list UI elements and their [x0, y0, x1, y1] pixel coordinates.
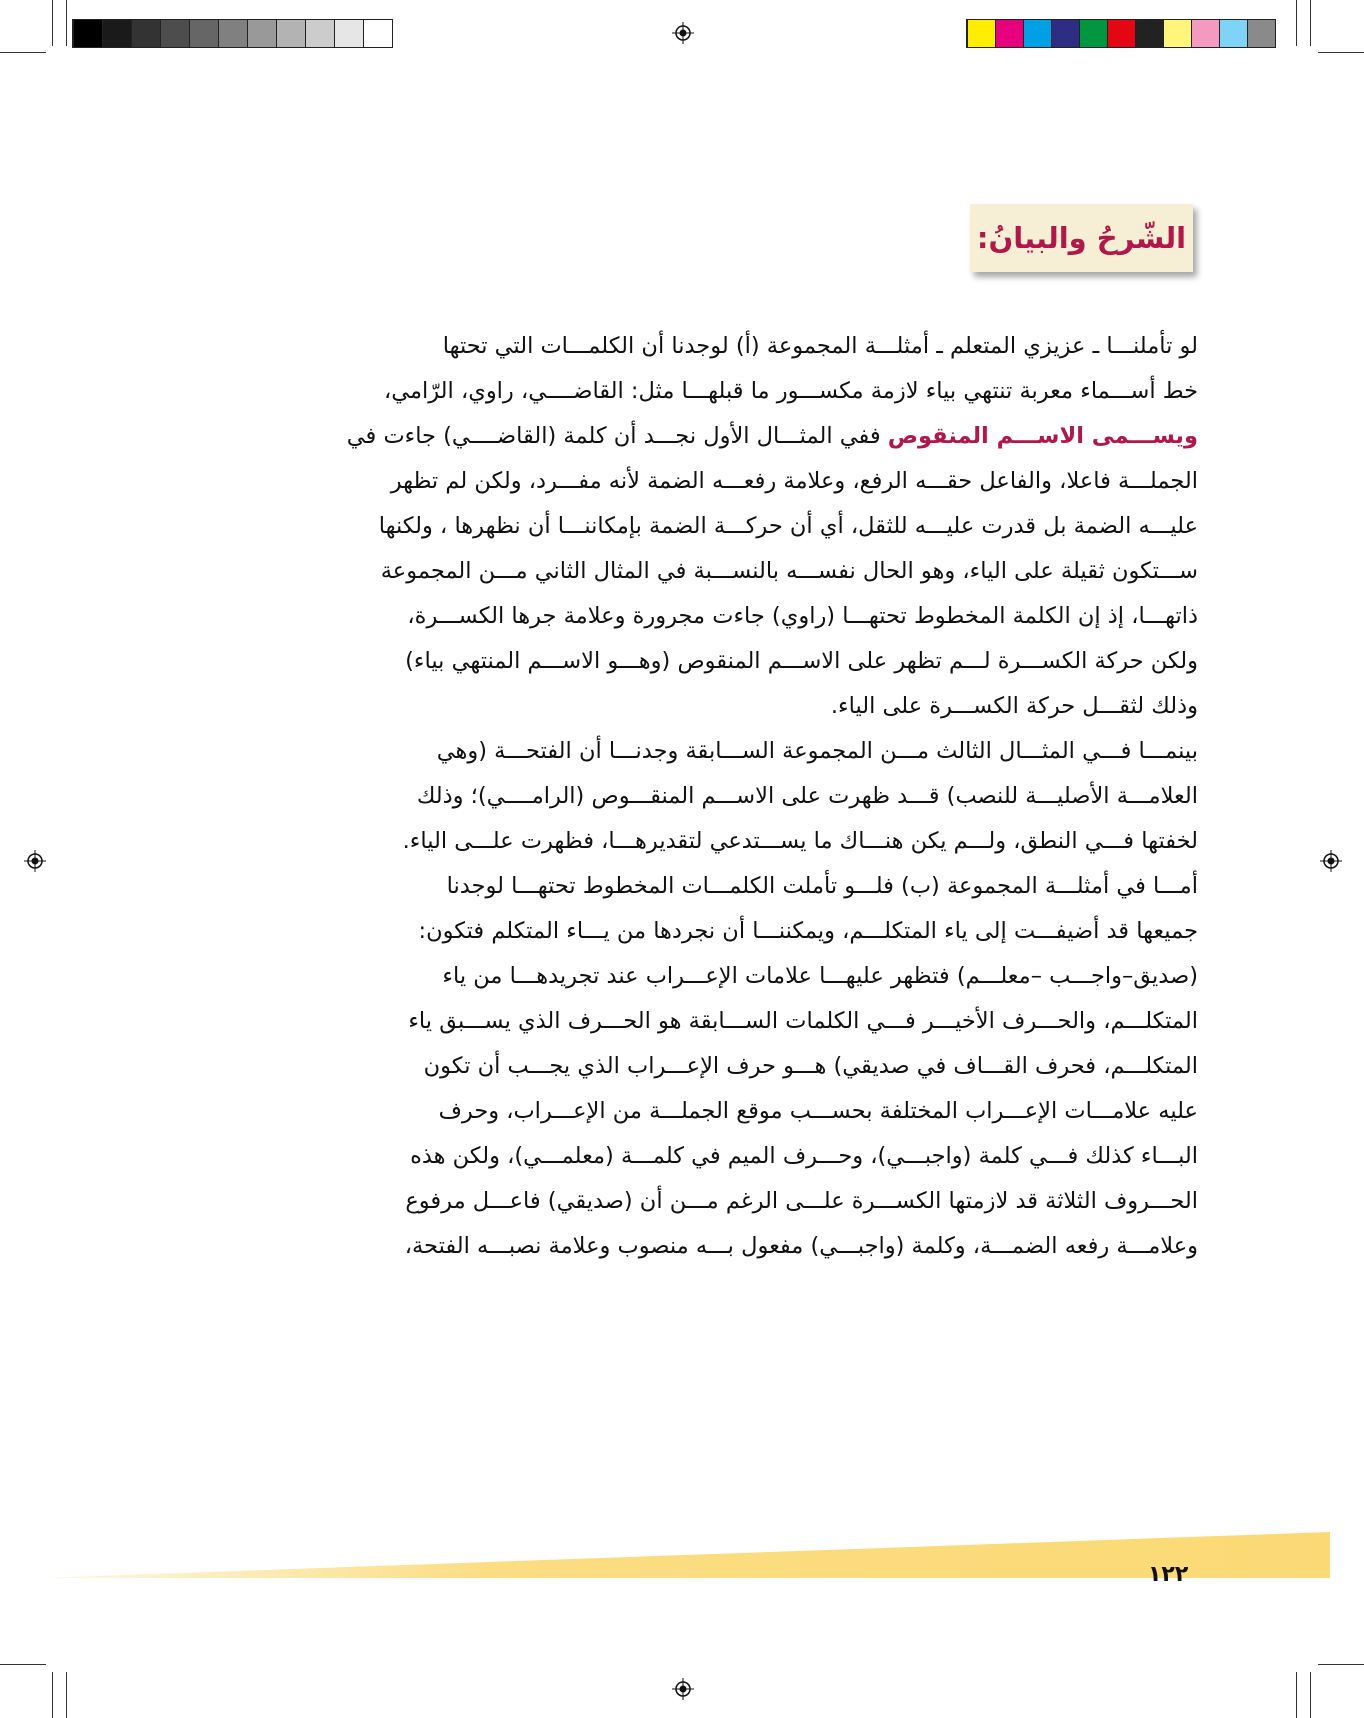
paragraph: [196, 729, 1198, 864]
color-swatch: [1247, 20, 1275, 47]
color-swatch: [131, 20, 160, 47]
body-text: [196, 324, 1198, 1269]
page-number: ١٢٢: [1148, 1562, 1189, 1587]
color-swatch: [1023, 20, 1051, 47]
text-line: بينمـــا فـــي المثـــال الثالث مـــن المجموعة الســـابقة وجدنـــا أن الفتحـــة (وهي: [436, 738, 1198, 764]
crop-mark: [0, 52, 46, 53]
crop-mark: [0, 1664, 46, 1665]
registration-mark-icon: [24, 850, 46, 872]
section-title: الشّرحُ والبيانُ:: [976, 221, 1187, 255]
color-swatch: [1163, 20, 1191, 47]
text-line: وعلامـــة رفعه الضمـــة، وكلمة (واجبـــي) مفعول بـــه منصوب وعلامة نصبـــه الفتحة،: [404, 1233, 1198, 1259]
color-swatch: [1135, 20, 1163, 47]
text-line: (صديق–واجـــب –معلـــم) فتظهر عليهـــا علامات الإعـــراب عند تجريدهـــا من ياء: [442, 963, 1198, 989]
text-line: أمـــا في أمثلـــة المجموعة (ب) فلـــو تأملت الكلمـــات المخطوط تحتهـــا لوجدنا: [446, 873, 1198, 899]
text-line: ولكن حركة الكســـرة لـــم تظهر على الاســـم المنقوص (وهـــو الاســـم المنتهي بياء): [405, 648, 1198, 674]
color-swatch: [1219, 20, 1247, 47]
color-swatch: [334, 20, 363, 47]
text-line: البـــاء كذلك فـــي كلمة (واجبـــي)، وحـــرف الميم في كلمـــة (معلمـــي)، ولكن هذه: [410, 1143, 1198, 1169]
bleed-mark: [66, 0, 67, 46]
bleed-mark: [1296, 1672, 1297, 1718]
color-swatch: [1191, 20, 1219, 47]
color-swatch: [189, 20, 218, 47]
crop-mark: [1318, 52, 1364, 53]
paragraph: [196, 864, 1198, 1269]
text-line: وذلك لثقـــل حركة الكســـرة على الياء.: [830, 693, 1198, 719]
text-line: الجملـــة فاعلا، والفاعل حقـــه الرفع، وعلامة رفعـــه الضمة لأنه مفـــرد، ولكن لم تظهر: [390, 468, 1198, 494]
text-line: الحـــروف الثلاثة قد لازمتها الكســـرة علـــى الرغم مـــن أن (صديقي) فاعـــل مرفوع: [405, 1188, 1198, 1214]
text-line: عليـــه الضمة بل قدرت عليـــه للثقل، أي أن حركـــة الضمة بإمكاننـــا أن نظهرها ، ولكنها: [378, 513, 1198, 539]
text-line: لو تأملنـــا ـ عزيزي المتعلم ـ أمثلـــة المجموعة (أ) لوجدنا أن الكلمـــات التي تحتها: [442, 333, 1198, 359]
color-calibration-bar: [966, 19, 1276, 48]
grayscale-calibration-bar: [72, 19, 393, 48]
text-line: خط أســـماء معربة تنتهي بياء لازمة مكســـور ما قبلهـــا مثل: القاضــــي، راوي، الرّامي،: [383, 378, 1198, 404]
color-swatch: [102, 20, 131, 47]
text-line: ســـتكون ثقيلة على الياء، وهو الحال نفســـه بالنســـبة في المثال الثاني مـــن المجموعة: [380, 558, 1198, 584]
color-swatch: [995, 20, 1023, 47]
text-line: لخفتها فـــي النطق، ولـــم يكن هنـــاك ما يســـتدعي لتقديرهـــا، فظهرت علـــى الياء.: [402, 828, 1198, 854]
color-swatch: [1079, 20, 1107, 47]
color-swatch: [1051, 20, 1079, 47]
color-swatch: [247, 20, 276, 47]
color-swatch: [363, 20, 392, 47]
text-line: المتكلـــم، والحـــرف الأخيـــر فـــي الكلمات الســـابقة هو الحـــرف الذي يســـبق ياء: [408, 1008, 1198, 1034]
text-line: المتكلـــم، فحرف القـــاف في صديقي) هـــو حرف الإعـــراب الذي يجـــب أن تكون: [423, 1053, 1198, 1079]
text-line: ذاتهـــا، إذ إن الكلمة المخطوط تحتهـــا (راوي) جاءت مجرورة وعلامة جرها الكســـرة،: [407, 603, 1198, 629]
highlighted-term: ويســـمى الاســـم المنقوص: [887, 423, 1198, 449]
text-line: العلامـــة الأصليـــة للنصب) قـــد ظهرت على الاســـم المنقـــوص (الرامــــي)؛ وذلك: [416, 783, 1198, 809]
registration-mark-icon: [1320, 850, 1342, 872]
color-swatch: [305, 20, 334, 47]
color-swatch: [160, 20, 189, 47]
text-line: ففي المثـــال الأول نجـــد أن كلمة (القاضــــي) جاءت في: [346, 423, 888, 449]
color-swatch: [218, 20, 247, 47]
crop-mark: [52, 1672, 53, 1718]
text-line: جميعها قد أضيفـــت إلى ياء المتكلـــم، ويمكننـــا أن نجردها من يـــاء المتكلم فتكون:: [418, 918, 1198, 944]
crop-mark: [52, 0, 53, 46]
color-swatch: [276, 20, 305, 47]
crop-mark: [1318, 1664, 1364, 1665]
color-swatch: [1107, 20, 1135, 47]
paragraph: [196, 324, 1198, 729]
crop-mark: [1310, 1672, 1311, 1718]
color-swatch: [73, 20, 102, 47]
section-title-box: [970, 204, 1193, 272]
registration-mark-icon: [672, 1678, 694, 1700]
crop-mark: [1310, 0, 1311, 46]
footer-band: [40, 1532, 1330, 1602]
registration-mark-icon: [672, 22, 694, 44]
bleed-mark: [66, 1672, 67, 1718]
text-line: عليه علامـــات الإعـــراب المختلفة بحســـب موقع الجملـــة من الإعـــراب، وحرف: [438, 1098, 1198, 1124]
bleed-mark: [1296, 0, 1297, 46]
color-swatch: [967, 20, 995, 47]
